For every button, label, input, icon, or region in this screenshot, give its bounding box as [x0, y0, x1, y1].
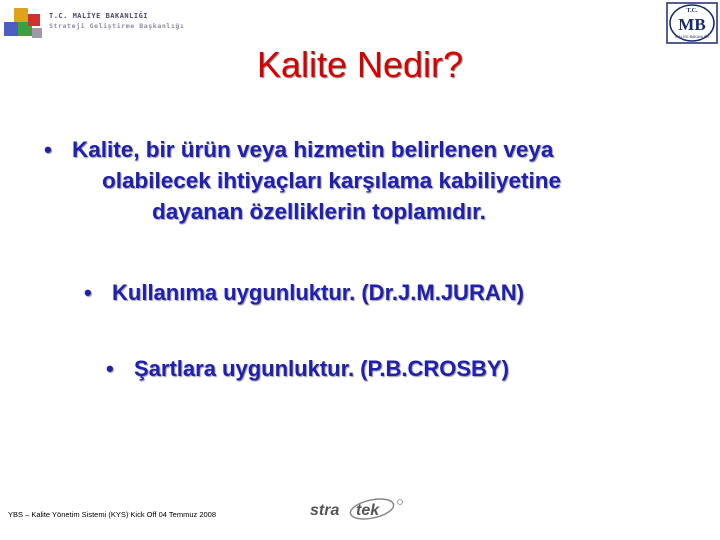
slide-title: Kalite Nedir? [256, 44, 464, 85]
bullet-dot: • [44, 137, 52, 162]
bullet-text-line3: dayanan özelliklerin toplamıdır. [152, 199, 486, 224]
bullet-dot: • [84, 280, 92, 305]
svg-text:MB: MB [678, 15, 706, 34]
cubes-logo-icon [2, 4, 46, 44]
stratek-logo-icon [308, 496, 408, 522]
bullet-text: Şartlara uygunluktur. (P.B.CROSBY) [134, 356, 509, 381]
bullet-definition [44, 134, 704, 227]
org-name: T.C. MALİYE BAKANLIĞI [49, 12, 149, 20]
bullet-dot: • [106, 356, 114, 381]
svg-text:MALİYE BAKANLIĞI: MALİYE BAKANLIĞI [675, 35, 709, 39]
svg-text:tek: tek [356, 502, 380, 519]
footer-text: YBS – Kalite Yönetim Sistemi (KYS) Kick Off 04 Temmuz 2008 [8, 510, 217, 519]
bullet-text-line1: Kalite, bir ürün veya hizmetin belirlenen veya [72, 137, 554, 162]
org-department: Strateji Geliştirme Başkanlığı [49, 22, 185, 30]
svg-text:stra: stra [310, 502, 340, 519]
bullet-juran [84, 277, 704, 308]
svg-text:T.C.: T.C. [686, 8, 698, 14]
bullet-text-line2: olabilecek ihtiyaçları karşılama kabiliyetine [102, 168, 561, 193]
ministry-seal-icon [666, 2, 718, 44]
bullet-crosby [106, 353, 706, 384]
ministry-logo [2, 4, 185, 44]
bullet-text: Kullanıma uygunluktur. (Dr.J.M.JURAN) [112, 280, 524, 305]
